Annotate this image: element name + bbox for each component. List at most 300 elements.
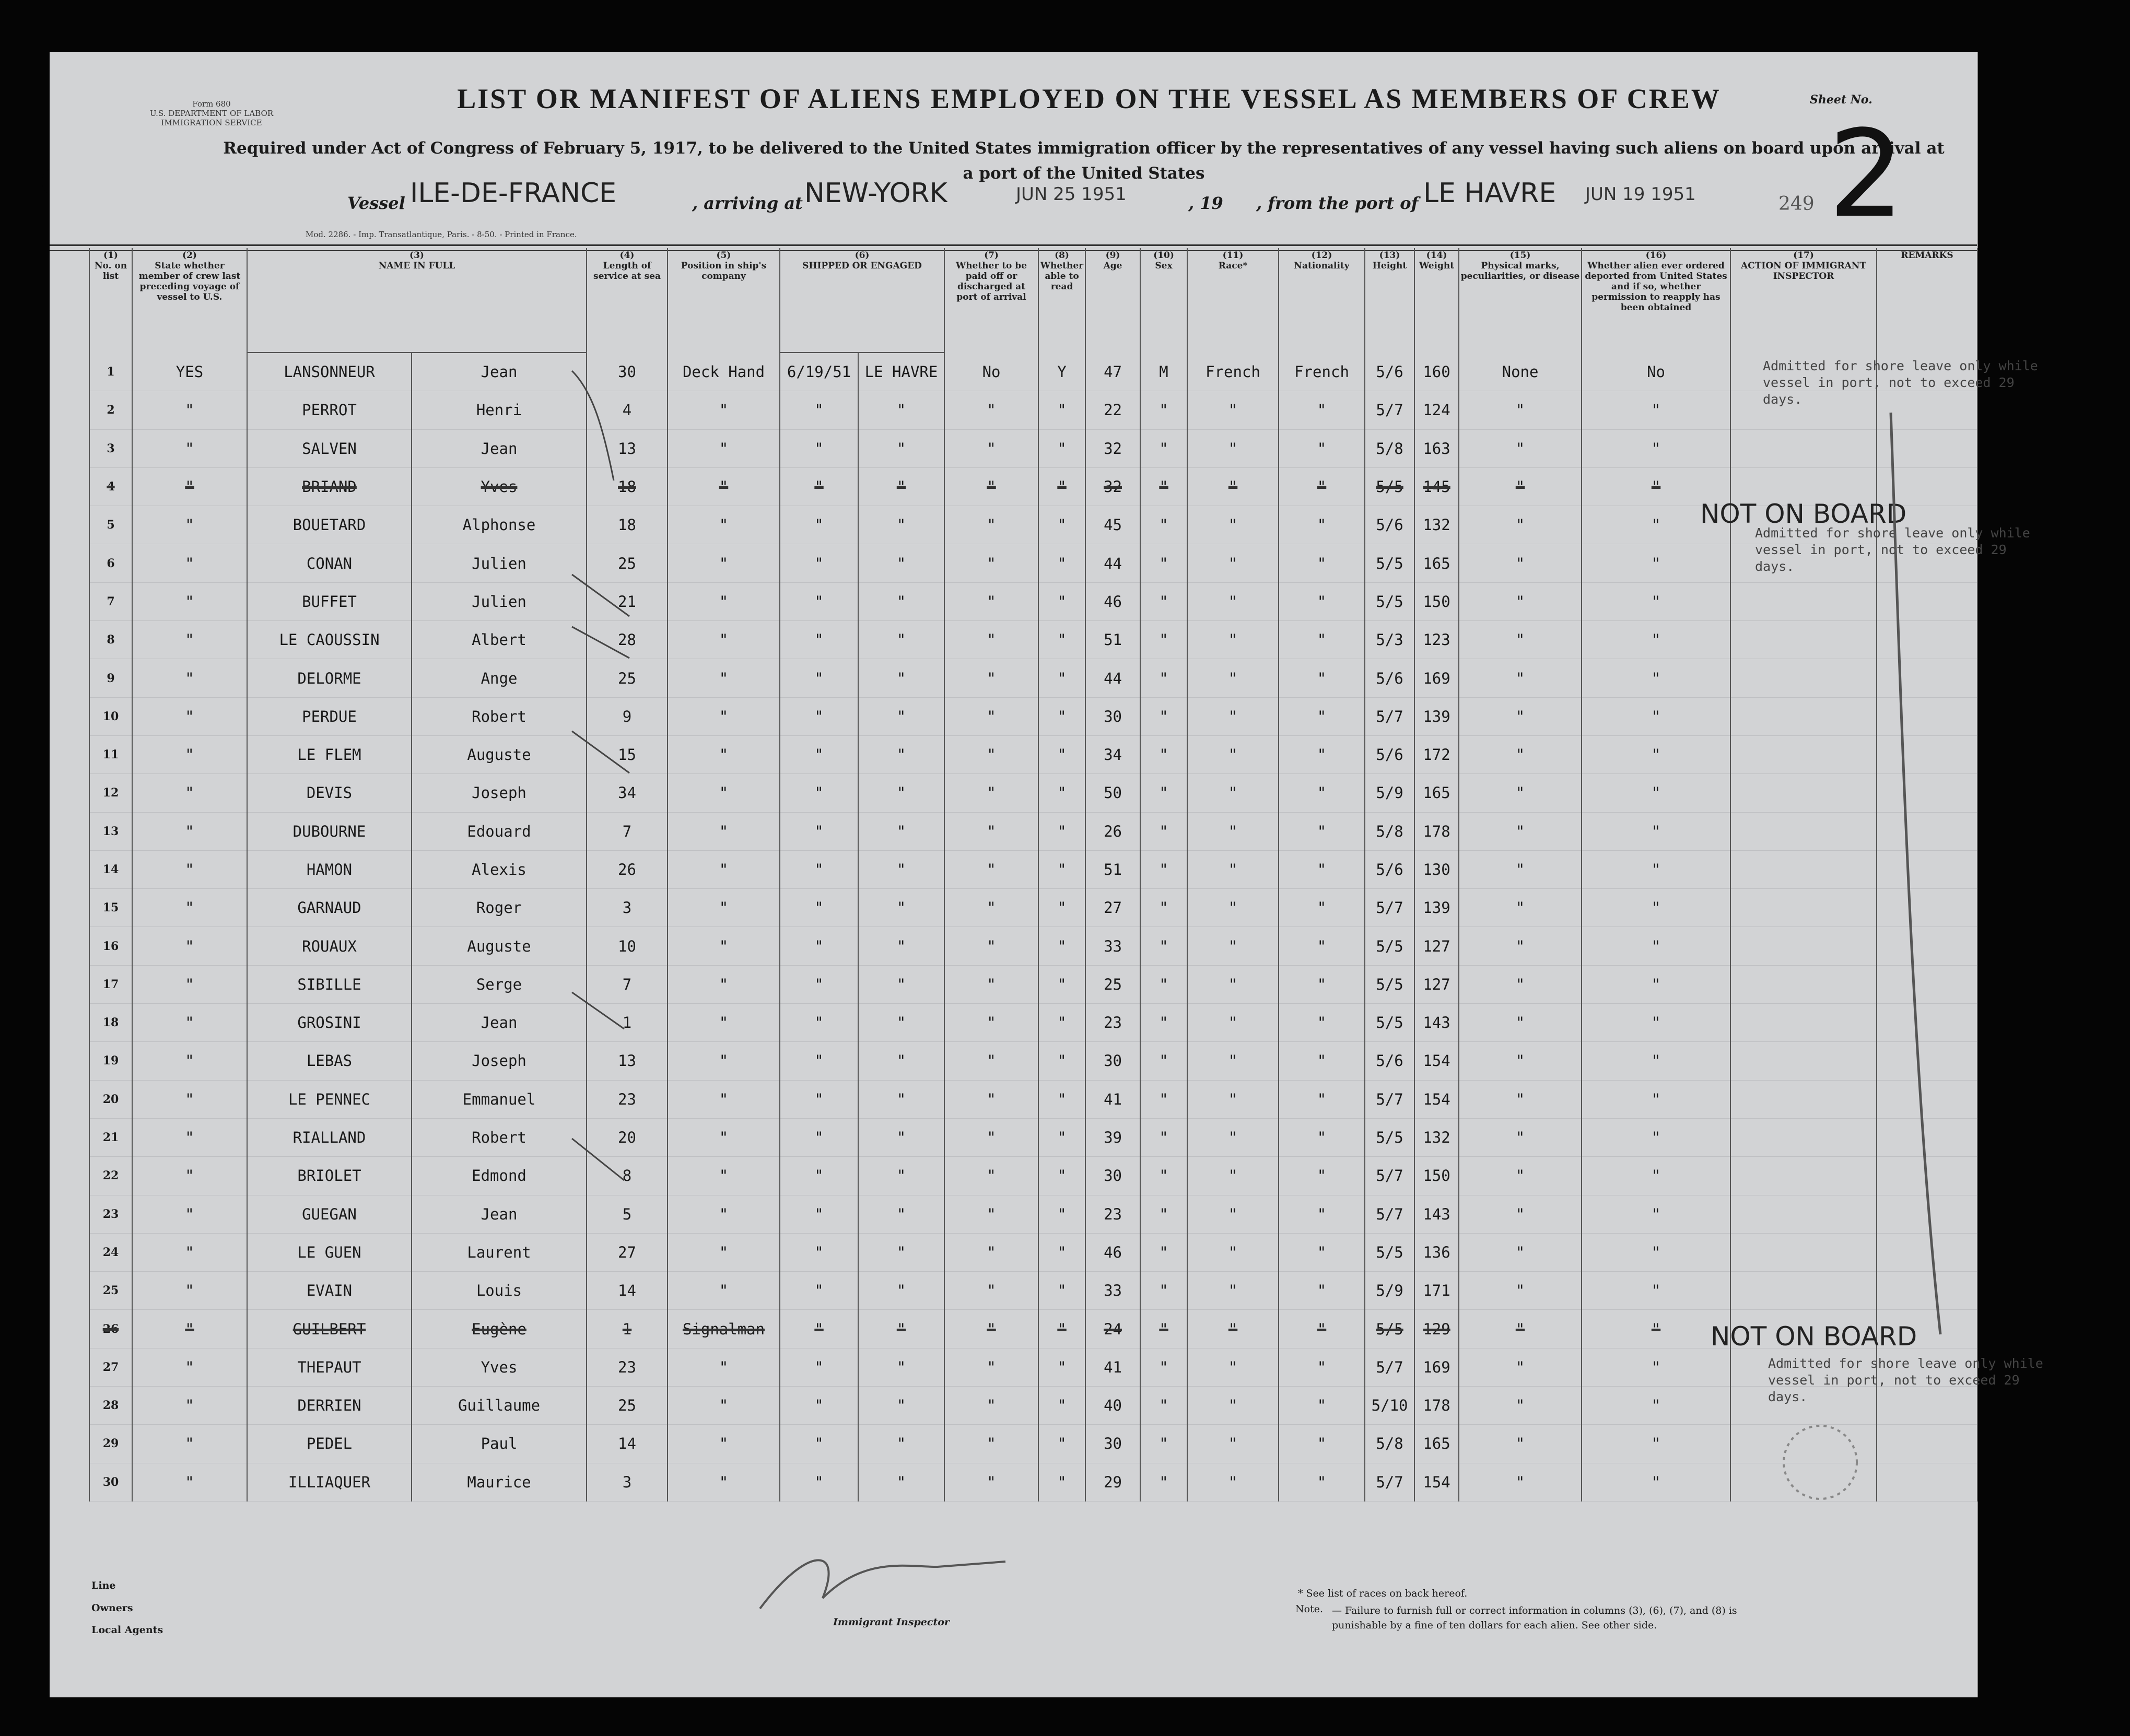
shipped-when: " <box>780 1425 858 1463</box>
race: " <box>1187 544 1279 582</box>
deported: " <box>1582 582 1730 620</box>
col-4-header: (4) Length of service at sea <box>587 248 668 353</box>
given-name: Auguste <box>412 735 587 773</box>
paid-off: No <box>944 353 1038 391</box>
col-7-header: (7) Whether to be paid off or discharged at port of arrival <box>944 248 1038 353</box>
service-length: 15 <box>587 735 668 773</box>
family-name: GUEGAN <box>247 1195 412 1233</box>
shipped-when: " <box>780 1042 858 1080</box>
paid-off: " <box>944 506 1038 544</box>
nationality: " <box>1279 1195 1365 1233</box>
shipped-when: " <box>780 582 858 620</box>
height: 5/7 <box>1365 391 1414 429</box>
form-subtitle: Required under Act of Congress of February 5, 1917, to be delivered to the United States immigration officer by the representatives of any vessel having such aliens on board upon arrival at a port of the United States <box>223 139 1945 183</box>
sex: M <box>1140 353 1187 391</box>
age: 23 <box>1085 1195 1140 1233</box>
shipped-where: " <box>858 1310 944 1348</box>
service-length: 7 <box>587 965 668 1003</box>
given-name: Louis <box>412 1272 587 1310</box>
able-to-read: " <box>1038 1118 1085 1156</box>
position: " <box>668 1118 780 1156</box>
deported: " <box>1582 391 1730 429</box>
col-15-header: (15) Physical marks, peculiarities, or disease <box>1459 248 1582 353</box>
physical-marks: " <box>1459 582 1582 620</box>
given-name: Eugène <box>412 1310 587 1348</box>
weight: 127 <box>1414 965 1459 1003</box>
race: " <box>1187 697 1279 735</box>
sex: " <box>1140 582 1187 620</box>
able-to-read: " <box>1038 1004 1085 1042</box>
nationality: " <box>1279 1042 1365 1080</box>
height: 5/5 <box>1365 1004 1414 1042</box>
prev-voyage: " <box>132 391 247 429</box>
age: 29 <box>1085 1463 1140 1501</box>
given-name: Edmond <box>412 1157 587 1195</box>
physical-marks: " <box>1459 927 1582 965</box>
sex: " <box>1140 1463 1187 1501</box>
races-note: * See list of races on back hereof. <box>1298 1588 1468 1599</box>
row-number: 30 <box>89 1463 132 1501</box>
shipped-when: " <box>780 506 858 544</box>
physical-marks: " <box>1459 889 1582 927</box>
shipped-where: " <box>858 1080 944 1118</box>
family-name: DELORME <box>247 659 412 697</box>
shipped-where: " <box>858 582 944 620</box>
deported: No <box>1582 353 1730 391</box>
paid-off: " <box>944 582 1038 620</box>
age: 44 <box>1085 659 1140 697</box>
col-6-header: (6) SHIPPED OR ENGAGED <box>780 248 944 353</box>
weight: 165 <box>1414 544 1459 582</box>
shipped-where: " <box>858 1118 944 1156</box>
sex: " <box>1140 1004 1187 1042</box>
sex: " <box>1140 506 1187 544</box>
col-8-header: (8) Whether able to read <box>1038 248 1085 353</box>
deported: " <box>1582 621 1730 659</box>
shipped-when: " <box>780 1004 858 1042</box>
position: " <box>668 927 780 965</box>
prev-voyage: " <box>132 1425 247 1463</box>
prev-voyage: " <box>132 850 247 888</box>
paid-off: " <box>944 1233 1038 1271</box>
department: U.S. DEPARTMENT OF LABOR <box>149 109 274 118</box>
age: 24 <box>1085 1310 1140 1348</box>
prev-voyage: " <box>132 1310 247 1348</box>
shipped-where: " <box>858 1387 944 1425</box>
able-to-read: " <box>1038 889 1085 927</box>
race: " <box>1187 1310 1279 1348</box>
given-name: Joseph <box>412 1042 587 1080</box>
inspector-signature <box>760 1560 1005 1609</box>
weight: 169 <box>1414 659 1459 697</box>
race: " <box>1187 812 1279 850</box>
height: 5/5 <box>1365 1310 1414 1348</box>
service-length: 13 <box>587 429 668 467</box>
able-to-read: " <box>1038 1195 1085 1233</box>
height: 5/5 <box>1365 467 1414 506</box>
height: 5/7 <box>1365 889 1414 927</box>
physical-marks: " <box>1459 697 1582 735</box>
position: " <box>668 1004 780 1042</box>
sex: " <box>1140 621 1187 659</box>
physical-marks: " <box>1459 1463 1582 1501</box>
row-number: 27 <box>89 1348 132 1386</box>
able-to-read: " <box>1038 812 1085 850</box>
paid-off: " <box>944 467 1038 506</box>
position: " <box>668 1272 780 1310</box>
able-to-read: " <box>1038 1348 1085 1386</box>
family-name: SALVEN <box>247 429 412 467</box>
row-number: 6 <box>89 544 132 582</box>
sex: " <box>1140 1348 1187 1386</box>
height: 5/8 <box>1365 1425 1414 1463</box>
position: " <box>668 1348 780 1386</box>
service: IMMIGRATION SERVICE <box>161 118 262 127</box>
deported: " <box>1582 429 1730 467</box>
age: 32 <box>1085 467 1140 506</box>
paid-off: " <box>944 812 1038 850</box>
deported: " <box>1582 1118 1730 1156</box>
shipped-when: " <box>780 1272 858 1310</box>
prev-voyage: " <box>132 1272 247 1310</box>
height: 5/7 <box>1365 1157 1414 1195</box>
position: " <box>668 659 780 697</box>
physical-marks: " <box>1459 1387 1582 1425</box>
given-name: Serge <box>412 965 587 1003</box>
sex: " <box>1140 1310 1187 1348</box>
race: " <box>1187 429 1279 467</box>
height: 5/6 <box>1365 353 1414 391</box>
weight: 132 <box>1414 506 1459 544</box>
shore-leave-stamp: Admitted for shore leave only while vessel in port, not to exceed 29 days. <box>1763 358 2038 407</box>
nationality: " <box>1279 544 1365 582</box>
physical-marks: " <box>1459 1195 1582 1233</box>
nationality: " <box>1279 965 1365 1003</box>
physical-marks: " <box>1459 1425 1582 1463</box>
service-length: 8 <box>587 1157 668 1195</box>
position: " <box>668 1042 780 1080</box>
weight: 154 <box>1414 1042 1459 1080</box>
family-name: EVAIN <box>247 1272 412 1310</box>
physical-marks: " <box>1459 850 1582 888</box>
given-name: Yves <box>412 1348 587 1386</box>
col-2-header: (2) State whether member of crew last preceding voyage of vessel to U.S. <box>132 248 247 353</box>
paid-off: " <box>944 621 1038 659</box>
service-length: 30 <box>587 353 668 391</box>
service-length: 25 <box>587 544 668 582</box>
physical-marks: " <box>1459 391 1582 429</box>
given-name: Robert <box>412 1118 587 1156</box>
service-length: 28 <box>587 621 668 659</box>
service-length: 18 <box>587 467 668 506</box>
shipped-when: " <box>780 735 858 773</box>
physical-marks: " <box>1459 1233 1582 1271</box>
row-number: 1 <box>89 353 132 391</box>
family-name: PERDUE <box>247 697 412 735</box>
deported: " <box>1582 506 1730 544</box>
race: " <box>1187 889 1279 927</box>
height: 5/5 <box>1365 1118 1414 1156</box>
row-number: 3 <box>89 429 132 467</box>
col-1-header: (1) No. on list <box>89 248 132 353</box>
nationality: " <box>1279 1004 1365 1042</box>
race: " <box>1187 1233 1279 1271</box>
age: 27 <box>1085 889 1140 927</box>
physical-marks: " <box>1459 1310 1582 1348</box>
family-name: GARNAUD <box>247 889 412 927</box>
shipped-when: " <box>780 1387 858 1425</box>
physical-marks: " <box>1459 506 1582 544</box>
shipped-when: " <box>780 965 858 1003</box>
able-to-read: " <box>1038 1157 1085 1195</box>
age: 44 <box>1085 544 1140 582</box>
weight: 154 <box>1414 1080 1459 1118</box>
family-name: BRIAND <box>247 467 412 506</box>
prev-voyage: " <box>132 582 247 620</box>
race: " <box>1187 774 1279 812</box>
nationality: " <box>1279 1387 1365 1425</box>
shipped-where: " <box>858 1157 944 1195</box>
height: 5/7 <box>1365 1463 1414 1501</box>
vessel-name: ILE-DE-FRANCE <box>410 178 617 209</box>
col-16-header: (16) Whether alien ever ordered deported from United States and if so, whether permission to reapply has been obtained <box>1582 248 1730 353</box>
shipped-where: " <box>858 1042 944 1080</box>
physical-marks: " <box>1459 429 1582 467</box>
age: 33 <box>1085 927 1140 965</box>
nationality: " <box>1279 1080 1365 1118</box>
service-length: 9 <box>587 697 668 735</box>
row-number: 15 <box>89 889 132 927</box>
shipped-where: " <box>858 965 944 1003</box>
sex: " <box>1140 927 1187 965</box>
sheet-label: Sheet No. <box>1810 93 1872 107</box>
deported: " <box>1582 1004 1730 1042</box>
weight: 143 <box>1414 1195 1459 1233</box>
position: " <box>668 429 780 467</box>
service-length: 1 <box>587 1004 668 1042</box>
weight: 178 <box>1414 1387 1459 1425</box>
prev-voyage: " <box>132 429 247 467</box>
family-name: LEBAS <box>247 1042 412 1080</box>
physical-marks: " <box>1459 774 1582 812</box>
nationality: " <box>1279 735 1365 773</box>
family-name: LE FLEM <box>247 735 412 773</box>
deported: " <box>1582 1425 1730 1463</box>
nationality: " <box>1279 927 1365 965</box>
given-name: Emmanuel <box>412 1080 587 1118</box>
given-name: Yves <box>412 467 587 506</box>
shore-leave-stamp: Admitted for shore leave only while vessel in port, not to exceed 29 days. <box>1768 1356 2043 1404</box>
race: " <box>1187 1118 1279 1156</box>
sex: " <box>1140 735 1187 773</box>
given-name: Julien <box>412 544 587 582</box>
able-to-read: " <box>1038 1233 1085 1271</box>
note-text: — Failure to furnish full or correct information in columns (3), (6), (7), and (8) is punishable by a fine of ten dollars for each alien. See other side. <box>1332 1605 1737 1631</box>
position: " <box>668 1080 780 1118</box>
shipped-where: " <box>858 889 944 927</box>
not-on-board-stamp: NOT ON BOARD <box>1700 499 1907 529</box>
given-name: Julien <box>412 582 587 620</box>
deported: " <box>1582 1463 1730 1501</box>
age: 26 <box>1085 812 1140 850</box>
service-length: 23 <box>587 1348 668 1386</box>
height: 5/8 <box>1365 812 1414 850</box>
nationality: " <box>1279 1157 1365 1195</box>
given-name: Guillaume <box>412 1387 587 1425</box>
position: " <box>668 467 780 506</box>
able-to-read: " <box>1038 1387 1085 1425</box>
sex: " <box>1140 1272 1187 1310</box>
shipped-when: " <box>780 697 858 735</box>
race: " <box>1187 965 1279 1003</box>
given-name: Laurent <box>412 1233 587 1271</box>
arrival-date: JUN 25 1951 <box>1016 184 1127 205</box>
given-name: Maurice <box>412 1463 587 1501</box>
given-name: Edouard <box>412 812 587 850</box>
deported: " <box>1582 889 1730 927</box>
sex: " <box>1140 812 1187 850</box>
age: 51 <box>1085 621 1140 659</box>
given-name: Jean <box>412 1195 587 1233</box>
family-name: RIALLAND <box>247 1118 412 1156</box>
weight: 160 <box>1414 353 1459 391</box>
row-number: 19 <box>89 1042 132 1080</box>
footer-owners: Owners <box>91 1602 133 1614</box>
height: 5/6 <box>1365 735 1414 773</box>
shipped-where: " <box>858 1463 944 1501</box>
race: " <box>1187 1387 1279 1425</box>
sex: " <box>1140 1157 1187 1195</box>
age: 32 <box>1085 429 1140 467</box>
deported: " <box>1582 774 1730 812</box>
shipped-when: " <box>780 429 858 467</box>
height: 5/9 <box>1365 1272 1414 1310</box>
from-port: LE HAVRE <box>1423 178 1556 209</box>
deported: " <box>1582 1348 1730 1386</box>
paid-off: " <box>944 889 1038 927</box>
row-number: 22 <box>89 1157 132 1195</box>
physical-marks: " <box>1459 1157 1582 1195</box>
weight: 139 <box>1414 889 1459 927</box>
paid-off: " <box>944 1004 1038 1042</box>
able-to-read: " <box>1038 965 1085 1003</box>
service-length: 10 <box>587 927 668 965</box>
row-number: 8 <box>89 621 132 659</box>
weight: 127 <box>1414 927 1459 965</box>
row-number: 4 <box>89 467 132 506</box>
physical-marks: " <box>1459 1272 1582 1310</box>
sex: " <box>1140 1118 1187 1156</box>
shipped-where: " <box>858 812 944 850</box>
able-to-read: " <box>1038 1080 1085 1118</box>
prev-voyage: " <box>132 1233 247 1271</box>
shipped-where: " <box>858 429 944 467</box>
given-name: Roger <box>412 889 587 927</box>
weight: 143 <box>1414 1004 1459 1042</box>
deported: " <box>1582 1272 1730 1310</box>
physical-marks: " <box>1459 621 1582 659</box>
age: 39 <box>1085 1118 1140 1156</box>
service-length: 3 <box>587 889 668 927</box>
arriving-port: NEW-YORK <box>804 178 947 209</box>
weight: 124 <box>1414 391 1459 429</box>
able-to-read: " <box>1038 659 1085 697</box>
age: 41 <box>1085 1080 1140 1118</box>
shipped-where: " <box>858 506 944 544</box>
given-name: Ange <box>412 659 587 697</box>
age: 30 <box>1085 1425 1140 1463</box>
age: 47 <box>1085 353 1140 391</box>
weight: 172 <box>1414 735 1459 773</box>
prev-voyage: " <box>132 1080 247 1118</box>
age: 50 <box>1085 774 1140 812</box>
height: 5/7 <box>1365 1080 1414 1118</box>
height: 5/7 <box>1365 697 1414 735</box>
col-17-header: (17) ACTION OF IMMIGRANT INSPECTOR <box>1730 248 1877 353</box>
prev-voyage: " <box>132 1157 247 1195</box>
nationality: " <box>1279 850 1365 888</box>
year-label: , 19 <box>1188 193 1223 213</box>
deported: " <box>1582 1310 1730 1348</box>
shipped-where: " <box>858 1004 944 1042</box>
able-to-read: " <box>1038 850 1085 888</box>
shipped-when: " <box>780 1195 858 1233</box>
nationality: French <box>1279 353 1365 391</box>
race: " <box>1187 1004 1279 1042</box>
row-number: 21 <box>89 1118 132 1156</box>
shipped-where: " <box>858 1272 944 1310</box>
able-to-read: " <box>1038 544 1085 582</box>
weight: 163 <box>1414 429 1459 467</box>
physical-marks: " <box>1459 812 1582 850</box>
age: 45 <box>1085 506 1140 544</box>
age: 46 <box>1085 582 1140 620</box>
race: " <box>1187 621 1279 659</box>
row-number: 5 <box>89 506 132 544</box>
weight: 150 <box>1414 582 1459 620</box>
service-length: 5 <box>587 1195 668 1233</box>
height: 5/5 <box>1365 965 1414 1003</box>
family-name: DEVIS <box>247 774 412 812</box>
sex: " <box>1140 544 1187 582</box>
able-to-read: " <box>1038 621 1085 659</box>
row-number: 10 <box>89 697 132 735</box>
row-number: 11 <box>89 735 132 773</box>
race: " <box>1187 1195 1279 1233</box>
position: " <box>668 621 780 659</box>
age: 30 <box>1085 1042 1140 1080</box>
nationality: " <box>1279 1118 1365 1156</box>
nationality: " <box>1279 429 1365 467</box>
nationality: " <box>1279 506 1365 544</box>
shipped-where: " <box>858 467 944 506</box>
service-length: 7 <box>587 812 668 850</box>
family-name: PERROT <box>247 391 412 429</box>
ink-marks <box>50 52 1977 1697</box>
deported: " <box>1582 697 1730 735</box>
prev-voyage: " <box>132 1042 247 1080</box>
form-title: LIST OR MANIFEST OF ALIENS EMPLOYED ON THE VESSEL AS MEMBERS OF CREW <box>457 83 1721 114</box>
race: French <box>1187 353 1279 391</box>
shipped-when: " <box>780 1233 858 1271</box>
shipped-where: " <box>858 544 944 582</box>
family-name: HAMON <box>247 850 412 888</box>
col-14-header: (14) Weight <box>1414 248 1459 353</box>
paid-off: " <box>944 774 1038 812</box>
paid-off: " <box>944 659 1038 697</box>
shipped-when: " <box>780 1348 858 1386</box>
manifest-sheet <box>50 52 2043 1697</box>
